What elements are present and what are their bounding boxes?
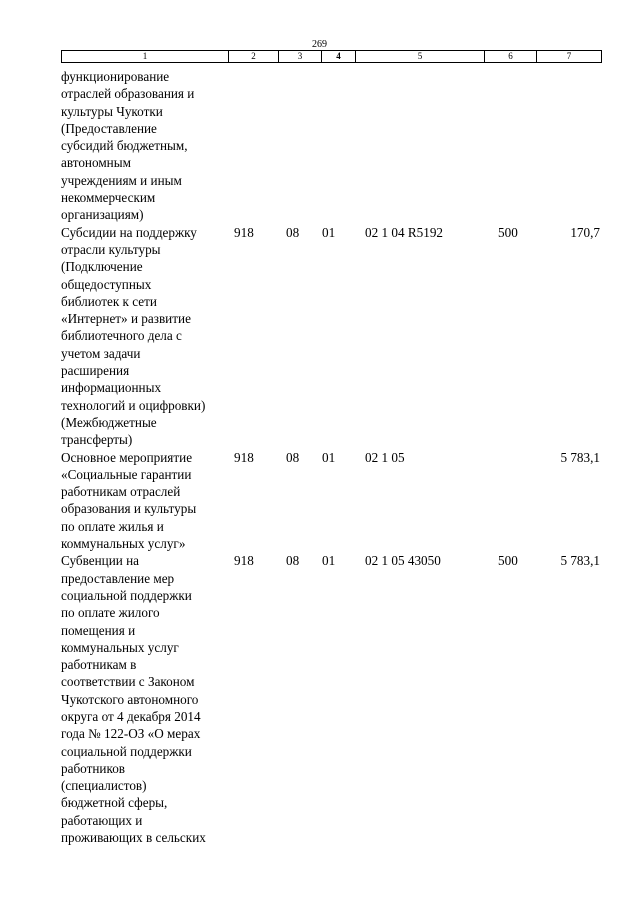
row-rz: 08 xyxy=(286,224,300,240)
row-csr: 02 1 05 xyxy=(365,449,405,465)
row-rz xyxy=(278,68,321,224)
column-header-7: 7 xyxy=(537,51,602,63)
row-vr xyxy=(484,68,536,224)
row-name: Субсидии на поддержку отрасли культуры (Подключение общедоступных библиотек к сети «Интернет» и развитие библиотечного дела с учетом задачи расширения информационных технологий и оцифровки) (Межбюджетные трансферты) xyxy=(61,224,206,448)
row-name: Субвенции на предоставление мер социальной поддержки по оплате жилого помещения и коммунальных услуг работникам в соответствии с Законом Чукотского автономного округа от 4 декабря 2014 года № 122-ОЗ «О мерах социальной поддержки работников (специалистов) бюджетной сферы, работающих и проживающих в сельских xyxy=(61,553,206,846)
row-csr xyxy=(355,68,484,224)
row-pr: 01 xyxy=(322,553,336,569)
row-pr: 01 xyxy=(322,449,336,465)
row-rz: 08 xyxy=(286,449,300,465)
budget-table xyxy=(61,68,601,846)
column-header-5: 5 xyxy=(356,51,485,63)
column-header-table xyxy=(61,50,602,63)
page-number: 269 xyxy=(312,39,327,50)
table-row xyxy=(61,552,601,846)
row-vr: 500 xyxy=(498,553,518,569)
row-sum: 5 783,1 xyxy=(560,553,600,569)
column-header-3: 3 xyxy=(279,51,322,63)
table-row xyxy=(61,68,601,224)
row-sum: 170,7 xyxy=(570,224,600,240)
row-csr: 02 1 05 43050 xyxy=(365,553,441,569)
row-vr xyxy=(484,449,536,553)
row-pr: 01 xyxy=(322,224,336,240)
table-row xyxy=(61,449,601,553)
column-header-1: 1 xyxy=(62,51,229,63)
row-gr: 918 xyxy=(234,449,254,465)
row-sum: 5 783,1 xyxy=(560,449,600,465)
row-gr: 918 xyxy=(234,224,254,240)
row-sum xyxy=(536,68,601,224)
row-vr: 500 xyxy=(498,224,518,240)
row-name: функционирование отраслей образования и культуры Чукотки (Предоставление субсидий бюджетным, автономным учреждениям и иным некоммерческим организациям) xyxy=(61,69,195,223)
row-name: Основное мероприятие «Социальные гарантии работникам отраслей образования и культуры по оплате жилья и коммунальных услуг» xyxy=(61,449,197,552)
row-rz: 08 xyxy=(286,553,300,569)
row-gr xyxy=(228,68,278,224)
table-row xyxy=(61,224,601,449)
row-gr: 918 xyxy=(234,553,254,569)
column-header-4: 4 xyxy=(322,51,356,63)
row-csr: 02 1 04 R5192 xyxy=(365,224,444,240)
column-header-row xyxy=(62,51,602,63)
column-header-6: 6 xyxy=(485,51,537,63)
column-header-2: 2 xyxy=(229,51,279,63)
row-pr xyxy=(321,68,355,224)
